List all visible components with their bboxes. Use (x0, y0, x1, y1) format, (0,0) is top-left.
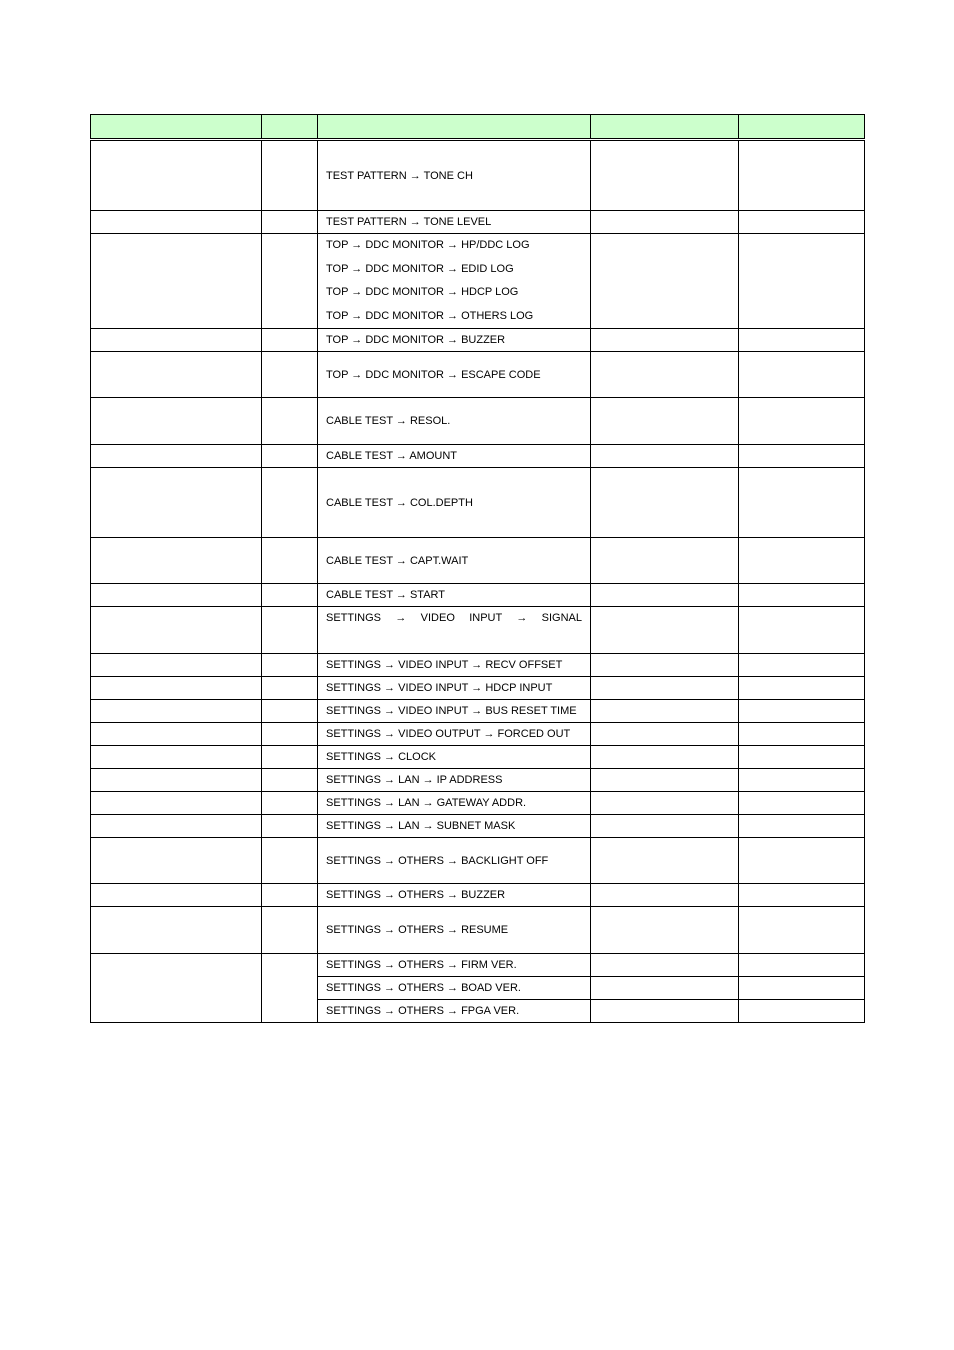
remarks-cell (739, 746, 865, 769)
menu-path-cell (318, 1000, 591, 1023)
table-row (91, 234, 865, 329)
menu-path-text: SETTINGS → CLOCK (326, 751, 437, 763)
setting-cell (591, 769, 739, 792)
remarks-cell (739, 211, 865, 234)
setting-cell (591, 352, 739, 398)
menu-path-cell (318, 352, 591, 398)
table-row (91, 792, 865, 815)
menu-path-cell (318, 141, 591, 211)
function-cell (91, 746, 262, 769)
menu-path-cell (318, 700, 591, 723)
menu-path-text: TOP → DDC MONITOR → HP/DDC LOG (326, 239, 530, 251)
page-cell (262, 769, 318, 792)
remarks-cell (739, 584, 865, 607)
page-cell (262, 815, 318, 838)
menu-path-text: SETTINGS → OTHERS → BUZZER (326, 889, 506, 901)
menu-path-cell (318, 769, 591, 792)
menu-path-text: TOP → DDC MONITOR → OTHERS LOG (326, 309, 534, 322)
function-cell (91, 468, 262, 538)
menu-path-cell (318, 746, 591, 769)
remarks-cell (739, 792, 865, 815)
table-row (91, 607, 865, 654)
menu-path-text: SETTINGS → OTHERS → RESUME (326, 924, 509, 936)
setting-cell (591, 954, 739, 977)
menu-path-text: SETTINGS → LAN → GATEWAY ADDR. (326, 797, 527, 809)
setting-cell (591, 792, 739, 815)
table-row (91, 398, 865, 445)
menu-path-cell (318, 584, 591, 607)
setting-cell (591, 538, 739, 584)
remarks-cell (739, 607, 865, 654)
setting-cell (591, 607, 739, 654)
setting-cell (591, 445, 739, 468)
table-row (91, 654, 865, 677)
function-cell (91, 538, 262, 584)
header-cell-2 (262, 115, 318, 139)
menu-path-cell (318, 907, 591, 954)
setting-cell (591, 211, 739, 234)
setting-cell (591, 977, 739, 1000)
setting-cell (591, 838, 739, 884)
function-cell (91, 211, 262, 234)
setting-cell (591, 1000, 739, 1023)
menu-path-text: SETTINGS → OTHERS → FPGA VER. (326, 1005, 520, 1017)
menu-path-cell (318, 607, 591, 654)
page-cell (262, 954, 318, 1023)
menu-path-cell (318, 329, 591, 352)
header-row (91, 115, 865, 139)
table-row (91, 884, 865, 907)
page-cell (262, 468, 318, 538)
function-cell (91, 654, 262, 677)
menu-path-text: SETTINGS → LAN → IP ADDRESS (326, 774, 503, 786)
menu-path-text: TEST PATTERN → TONE CH (326, 169, 473, 182)
table-row (91, 746, 865, 769)
setting-cell (591, 746, 739, 769)
menu-path-text: TOP → DDC MONITOR → HDCP LOG (326, 286, 519, 298)
table-row (91, 329, 865, 352)
remarks-cell (739, 838, 865, 884)
setting-cell (591, 234, 739, 329)
function-cell (91, 815, 262, 838)
setting-cell (591, 700, 739, 723)
remarks-cell (739, 538, 865, 584)
setting-cell (591, 468, 739, 538)
remarks-cell (739, 700, 865, 723)
menu-path-cell (318, 977, 591, 1000)
header-cell-1 (91, 115, 262, 139)
function-cell (91, 352, 262, 398)
table-row (91, 723, 865, 746)
header-cell-5 (739, 115, 865, 139)
setting-cell (591, 584, 739, 607)
table-row (91, 468, 865, 538)
table-row (91, 677, 865, 700)
setting-cell (591, 677, 739, 700)
table-row (91, 838, 865, 884)
setting-cell (591, 815, 739, 838)
page-cell (262, 654, 318, 677)
menu-path-cell (318, 398, 591, 445)
remarks-cell (739, 907, 865, 954)
remarks-cell (739, 769, 865, 792)
table-row (91, 141, 865, 211)
menu-path-cell (318, 954, 591, 977)
menu-path-text: TEST PATTERN → TONE LEVEL (326, 216, 492, 228)
function-cell (91, 607, 262, 654)
page-cell (262, 141, 318, 211)
table-body (91, 115, 865, 1023)
remarks-cell (739, 234, 865, 329)
remarks-cell (739, 329, 865, 352)
function-cell (91, 792, 262, 815)
menu-path-text: SETTINGS → OTHERS → BACKLIGHT OFF (326, 854, 549, 867)
function-cell (91, 584, 262, 607)
setting-cell (591, 398, 739, 445)
menu-path-text: SETTINGS → VIDEO OUTPUT → FORCED OUT (326, 728, 571, 740)
menu-path-text: CABLE TEST → RESOL. (326, 415, 451, 427)
menu-path-text: TOP → DDC MONITOR → ESCAPE CODE (326, 368, 541, 381)
menu-path-text: SETTINGS → VIDEO INPUT → HDCP INPUT (326, 682, 553, 694)
function-cell (91, 884, 262, 907)
table-row (91, 907, 865, 954)
setting-cell (591, 884, 739, 907)
function-cell (91, 398, 262, 445)
remarks-cell (739, 352, 865, 398)
table-row (91, 769, 865, 792)
function-cell (91, 723, 262, 746)
function-cell (91, 141, 262, 211)
table-row (91, 538, 865, 584)
function-cell (91, 700, 262, 723)
menu-path-cell (318, 538, 591, 584)
function-cell (91, 445, 262, 468)
setting-cell (591, 723, 739, 746)
menu-path-cell (318, 884, 591, 907)
remarks-cell (739, 654, 865, 677)
menu-path-cell (318, 723, 591, 746)
page-cell (262, 398, 318, 445)
remarks-cell (739, 141, 865, 211)
table-row (91, 211, 865, 234)
page-cell (262, 607, 318, 654)
remarks-cell (739, 977, 865, 1000)
table-row (91, 584, 865, 607)
menu-path-cell (318, 211, 591, 234)
page-cell (262, 584, 318, 607)
function-cell (91, 769, 262, 792)
page-cell (262, 884, 318, 907)
menu-path-text: SETTINGS → VIDEO INPUT → BUS RESET TIME (326, 705, 577, 717)
setting-cell (591, 329, 739, 352)
remarks-cell (739, 677, 865, 700)
function-cell (91, 907, 262, 954)
page-cell (262, 792, 318, 815)
remarks-cell (739, 445, 865, 468)
remarks-cell (739, 815, 865, 838)
page-cell (262, 329, 318, 352)
page-cell (262, 538, 318, 584)
table-row (91, 700, 865, 723)
table-row (91, 815, 865, 838)
menu-path-text: SETTINGS → OTHERS → FIRM VER. (326, 959, 517, 971)
remarks-cell (739, 723, 865, 746)
menu-path-cell (318, 468, 591, 538)
page-cell (262, 352, 318, 398)
remarks-cell (739, 1000, 865, 1023)
menu-path-text: CABLE TEST → CAPT.WAIT (326, 554, 469, 567)
header-cell-3 (318, 115, 591, 139)
menu-path-cell (318, 815, 591, 838)
menu-path-text: SETTINGS → OTHERS → BOAD VER. (326, 982, 521, 994)
function-cell (91, 677, 262, 700)
menu-path-text: SETTINGS → LAN → SUBNET MASK (326, 820, 516, 832)
menu-path-text: TOP → DDC MONITOR → EDID LOG (326, 262, 514, 275)
setting-cell (591, 141, 739, 211)
table-row (91, 352, 865, 398)
function-cell (91, 954, 262, 1023)
menu-path-cell (318, 838, 591, 884)
menu-path-text: SETTINGS → VIDEO INPUT → RECV OFFSET (326, 659, 563, 671)
function-cell (91, 329, 262, 352)
page-cell (262, 700, 318, 723)
page-cell (262, 677, 318, 700)
setting-cell (591, 907, 739, 954)
menu-path-text: CABLE TEST → AMOUNT (326, 450, 458, 462)
menu-path-text: CABLE TEST → COL.DEPTH (326, 496, 473, 509)
setting-cell (591, 654, 739, 677)
page-cell (262, 746, 318, 769)
header-cell-4 (591, 115, 739, 139)
menu-path-cell (318, 234, 591, 329)
function-cell (91, 234, 262, 329)
remarks-cell (739, 468, 865, 538)
remarks-cell (739, 398, 865, 445)
menu-path-cell (318, 792, 591, 815)
remarks-cell (739, 884, 865, 907)
menu-path-text: SETTINGS → VIDEO INPUT → SIGNAL (326, 612, 582, 624)
page-cell (262, 211, 318, 234)
page-cell (262, 234, 318, 329)
remarks-cell (739, 954, 865, 977)
table-row (91, 445, 865, 468)
page-cell (262, 838, 318, 884)
page-cell (262, 723, 318, 746)
menu-path-cell (318, 445, 591, 468)
page-cell (262, 445, 318, 468)
menu-path-text: TOP → DDC MONITOR → BUZZER (326, 334, 506, 346)
function-cell (91, 838, 262, 884)
page-cell (262, 907, 318, 954)
table-row (91, 954, 865, 977)
menu-path-cell (318, 654, 591, 677)
menu-path-cell (318, 677, 591, 700)
menu-reference-table (90, 114, 865, 1023)
menu-path-text: CABLE TEST → START (326, 589, 445, 601)
